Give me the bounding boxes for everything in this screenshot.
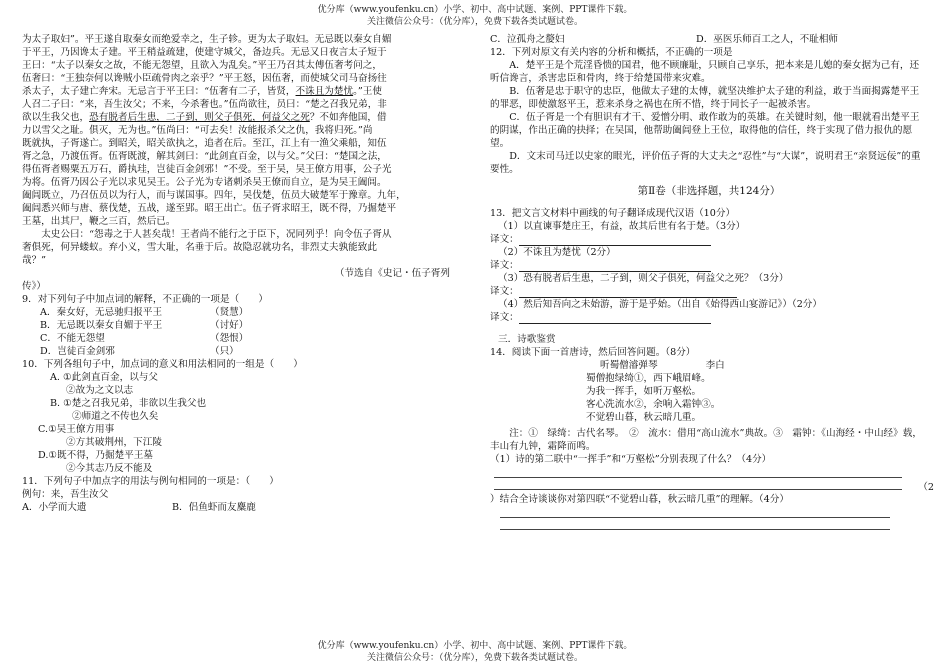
q11-option-d: D．巫医乐师百工之人，不耻相师	[696, 34, 839, 45]
q13-answer-1	[490, 233, 928, 246]
q10-option-label: B.	[50, 398, 61, 409]
question-14	[490, 346, 934, 530]
poem-note: 注：① 绿绮：古代名琴。 ② 流水：借用“高山流水”典故。③ 霜钟：《山海经・中山经》载，丰山有九钟，霜降而鸣。	[490, 428, 922, 452]
q11-option-c: C．泣孤舟之嫠妇	[490, 34, 565, 45]
q14-stem: 14．阅读下面一首唐诗，然后回答问题。（8分）	[490, 347, 696, 358]
poem-line: 为我一挥手，如听万壑松。	[586, 386, 702, 397]
q9-option-text: C．不能无怨望	[40, 333, 105, 344]
passage-line: 阖闾悉兴师与唐、蔡伐楚，五战，遂至郢。昭王出亡。伍子胥求昭王，既不得，乃掘楚平	[22, 203, 397, 214]
passage-line: 为太子取妇”。平王遂自取秦女而绝爱幸之，生子轸。更为太子取妇。无忌既以秦女自媚	[22, 34, 392, 45]
passage-source-cont: 传》）	[22, 281, 46, 292]
answer-blank[interactable]	[519, 287, 737, 298]
section-3-title: 三．诗歌鉴赏	[498, 334, 556, 345]
q12-option-c: C．伍子胥是一个有胆识有才干、爱憎分明、敢作敢为的英雄。在关键时刻，他一眼就看出楚平王的阴谋，作出正确的抉择；在吴国，他帮助阖闾登上王位，取得他的信任，终于实现了借力报仇的愿望。	[490, 112, 920, 149]
footer-line-1: 优分库（www.youfenku.cn）小学、初中、高中试题、案例、PPT课件下载。	[317, 641, 633, 651]
q9-option-gloss: （怨恨）	[210, 333, 249, 344]
answer-line-row	[490, 478, 934, 493]
q9-option-gloss: （讨好）	[210, 320, 249, 331]
answer-line[interactable]	[494, 466, 902, 478]
q13-item-3: （3）恐有脱者后生患，二子到，则父子俱死，何益父之死？（3分）	[498, 273, 789, 284]
underlined-sentence-1: 不诛且为楚忧	[295, 86, 354, 97]
q10-option-b2: ②师道之不传也久矣	[72, 411, 159, 422]
passage-line: 伍奢曰：“王独奈何以谗贼小臣疏骨肉之亲乎？”平王怒，因伍奢，而使城父司马奋扬往	[22, 73, 387, 84]
q11-example: 例句：来，吾生汝父	[22, 489, 109, 500]
q11-option-a: A．小学而大遗	[22, 502, 87, 513]
passage-line: 既就执，子胥遂亡。到昭关，昭关欲执之，追者在后。至江，江上有一渔父乘船，知伍	[22, 138, 387, 149]
q9-option-text: A．秦女好，无忌驰归报平王	[40, 307, 163, 318]
q10-option-d2: ②今其志乃反不能及	[66, 463, 153, 474]
answer-line[interactable]	[494, 478, 902, 490]
q11-stem: 11．下列句子中加点字的用法与例句相同的一项是：（ ）	[22, 476, 279, 487]
answer-blank[interactable]	[519, 235, 711, 246]
q12-stem: 12．下列对原文有关内容的分析和概括，不正确的一项是	[490, 47, 733, 58]
passage-line	[22, 85, 450, 98]
question-9	[22, 293, 450, 358]
q13-answer-2	[490, 259, 928, 272]
passage-line	[22, 111, 450, 124]
q10-option-c	[22, 423, 450, 436]
header-line-1: 优分库（www.youfenku.cn）小学、初中、高中试题、案例、PPT课件下载。	[317, 5, 633, 15]
passage-source: （节选自《史记・伍子胥列	[334, 268, 450, 279]
poem-line: 蜀僧抱绿绮①，西下峨眉峰。	[586, 373, 711, 384]
q14-sub-1: （1）诗的第二联中“一挥手”和“万壑松”分别表现了什么？（4分）	[490, 454, 772, 465]
passage-text: 欲以生我父也，	[22, 112, 90, 123]
answer-blank[interactable]	[519, 261, 711, 272]
q9-option	[22, 345, 450, 358]
q10-option-c2: ②方其破荆州，下江陵	[66, 437, 162, 448]
q13-item-1: （1）以直谏事楚庄王，有益，故其后世有名于楚。（3分）	[498, 221, 746, 232]
answer-label: 译文：	[490, 312, 519, 323]
q11-options-cd	[490, 33, 928, 46]
q12-option-d: D．文末司马迁以史家的眼光，评价伍子胥的大丈夫之“忍性”与“大谋”，说明君王“亲贤远佞”的重要性。	[490, 151, 921, 175]
q10-option-a1: ①此剑直百金，以与父	[63, 372, 158, 383]
q10-option-label: A.	[50, 372, 60, 383]
q14-sub-2-number: （2	[918, 482, 934, 493]
q11-option-b: B．侣鱼虾而友麋鹿	[172, 502, 256, 513]
q10-option-b	[22, 397, 450, 410]
q10-option-label: D.	[38, 450, 49, 461]
passage-line: 为将。伍胥乃因公子光以求见吴王。公子光为专诸刺杀吴王僚而自立，是为吴王阖闾。	[22, 177, 387, 188]
question-11	[22, 475, 450, 514]
page-header	[0, 4, 950, 28]
passage-line: 于平王，乃因谗太子建。平王稍益疏建，使建守城父，备边兵。无忌又日夜言太子短于	[22, 47, 387, 58]
passage-line: 王曰：“太子以秦女之故，不能无怨望，且欲入为乱矣。”平王乃召其太傅伍奢考问之，	[22, 60, 382, 71]
answer-label: 译文：	[490, 234, 519, 245]
underlined-sentence-2: 恐有脱者后生患，二子到，则父子俱死，何益父之死	[89, 112, 310, 123]
q10-option-d	[22, 449, 450, 462]
q9-option-gloss: （只）	[210, 346, 239, 357]
passage-line: 王墓，出其尸，鞭之三百，然后已。	[22, 216, 176, 227]
poem-title-line	[490, 359, 928, 372]
passage	[22, 33, 450, 293]
q13-item-2: （2）不诛且为楚忧（2分）	[498, 247, 616, 258]
left-column	[22, 33, 450, 514]
poem-line: 不觉碧山暮，秋云暗几重。	[586, 412, 702, 423]
q10-option-d1: ①既不得，乃掘楚平王墓	[48, 450, 153, 461]
answer-line[interactable]	[500, 518, 890, 530]
passage-text: 杀太子，太子建亡奔宋。无忌言于平王曰：“伍奢有二子，皆贤，	[22, 86, 296, 97]
q10-option-b1: ①楚之召我兄弟，非欲以生我父也	[63, 398, 207, 409]
section-2-title: 第Ⅱ卷（非选择题，共124分）	[637, 185, 781, 197]
question-12	[490, 46, 928, 176]
right-column	[490, 33, 934, 530]
passage-text: ？不如奔他国，借	[309, 112, 387, 123]
header-line-2: 关注微信公众号：（优分库），免费下载各类试题试卷。	[366, 17, 583, 27]
answer-line[interactable]	[500, 506, 890, 518]
q9-option	[22, 332, 450, 345]
passage-line: 得伍胥者赐粟五万石，爵执珪，岂徒百金剑邪！”不受。至于吴，吴王僚方用事，公子光	[22, 164, 392, 175]
q13-answer-3	[490, 285, 928, 298]
answer-label: 译文：	[490, 286, 519, 297]
answer-label: 译文：	[490, 260, 519, 271]
q13-stem: 13．把文言文材料中画线的句子翻译成现代汉语（10分）	[490, 208, 736, 219]
passage-line: 哉？”	[22, 255, 47, 266]
q13-item-4: （4）然后知吾向之未始游，游于是乎始。（出自《始得西山宴游记》）（2分）	[498, 299, 822, 310]
q10-option-c1: ①吴王僚方用事	[48, 424, 115, 435]
passage-line: 力以雪父之耻。俱灭，无为也。”伍尚曰：“可去矣！汝能报杀父之仇，我将归死。”尚	[22, 125, 373, 136]
q9-option-text: D．岂徒百金剑邪	[40, 346, 115, 357]
q11-options-ab	[22, 501, 450, 514]
q12-option-b: B．伍奢是忠于职守的忠臣，他做太子建的太傅，就坚决维护太子建的利益，敢于当面揭露楚平王的罪恶，即使激怒平王，惹来杀身之祸也在所不惜，终于同长子一起被杀害。	[490, 86, 920, 110]
q10-option-label: C.	[38, 424, 49, 435]
q10-option-a2: ②故为之文以志	[66, 385, 134, 396]
q12-option-a: A．楚平王是个荒淫昏愦的国君，他不顾廉耻，只顾自己享乐，把本来是儿媳的秦女据为己有，还听信谗言，杀害忠臣和骨肉，终于给楚国带来灾难。	[490, 60, 920, 84]
passage-line: 胥之急，乃渡伍胥。伍胥既渡，解其剑曰：“此剑直百金，以与父。”父曰：“楚国之法，	[22, 151, 387, 162]
q9-stem: 9．对下列句子中加点词的解释，不正确的一项是（ ）	[22, 294, 268, 305]
q9-option	[22, 319, 450, 332]
question-13	[490, 207, 928, 324]
footer-line-2: 关注微信公众号：（优分库），免费下载各类试题试卷。	[366, 653, 583, 663]
poem-line: 客心洗流水②，余响入霜钟③。	[586, 399, 721, 410]
answer-blank[interactable]	[519, 313, 711, 324]
q10-option-a	[22, 371, 450, 384]
poem-author: 李白	[705, 360, 725, 371]
q10-stem: 10．下列各组句子中，加点词的意义和用法相同的一组是（ ）	[22, 359, 303, 370]
q13-answer-4	[490, 311, 928, 324]
poem-title: 听蜀僧濬弹琴	[600, 360, 658, 371]
page-footer	[0, 640, 950, 664]
passage-line: 阖闾既立，乃召伍员以为行人，而与谋国事。四年，吴伐楚，伍员大破楚军于豫章。九年，	[22, 190, 406, 201]
q9-option-gloss: （贤慧）	[210, 307, 249, 318]
question-10	[22, 358, 450, 475]
passage-text: 。”王使	[353, 86, 382, 97]
passage-line: 太史公曰：“怨毒之于人甚矣哉！王者尚不能行之于臣下，况同列乎！向令伍子胥从	[41, 229, 392, 240]
q14-sub-2: ）结合全诗谈谈你对第四联“不觉碧山暮，秋云暗几重”的理解。（4分）	[490, 494, 789, 505]
passage-line: 人召二子曰：“来，吾生汝父；不来，今杀奢也。”伍尚欲往，员曰：“楚之召我兄弟，非	[22, 99, 387, 110]
poem	[490, 372, 928, 424]
q9-option-text: B．无忌既以秦女自媚于平王	[40, 320, 163, 331]
passage-line: 奢俱死，何异蝼蚁。弃小义，雪大耻，名垂于后。故隐忍就功名，非烈丈夫孰能致此	[22, 242, 377, 253]
q9-option	[22, 306, 450, 319]
